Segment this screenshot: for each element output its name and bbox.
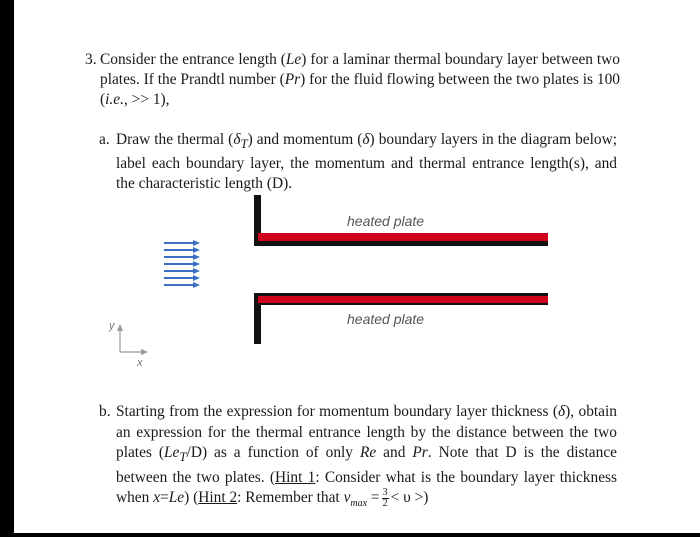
- part-b-text: Starting from the expression for momentum boundary layer thickness (δ), obtain an expression for the thermal entrance length by the distance between the two plates $(Le_T/D)$ as a function of only Re and Pr. Note that D is the distance between the two plates. (Hint 1: Consider what is the boundary layer thickness when x=Le) (Hint 2: Remember that $v_{max}$ = $\frac{3}{2}$ < υ >): [116, 403, 617, 510]
- flow-arrows: [164, 240, 200, 288]
- top-plate-shadow: [254, 236, 548, 246]
- y-axis-label: y: [109, 320, 115, 332]
- top-plate-wall: [254, 195, 261, 245]
- question-intro: Consider the entrance length (Le) for a laminar thermal boundary layer between two plates. If the Prandtl number (Pr) for the fluid flowing between the two plates is 100 (i.e., >> 1),: [100, 51, 620, 108]
- left-edge-strip: [0, 0, 14, 537]
- top-plate: [258, 233, 548, 241]
- axes: [117, 324, 148, 355]
- part-a: [99, 130, 617, 194]
- part-a-text: Draw the thermal $(\delta_T)$ and momentum (δ) boundary layers in the diagram below; label each boundary layer, the momentum and thermal entrance length(s), and the characteristic length (D).: [116, 131, 617, 193]
- bottom-edge-strip: [0, 533, 700, 537]
- part-b: [99, 402, 617, 515]
- question-3: [85, 50, 620, 110]
- part-a-label: a.: [99, 131, 110, 148]
- three-halves-fraction: $\frac{3}{2}$: [382, 487, 388, 510]
- hint-2: Hint 2: [198, 489, 238, 507]
- bottom-plate-label: heated plate: [347, 311, 425, 327]
- top-plate-label: heated plate: [347, 213, 425, 229]
- part-b-label: b.: [99, 403, 111, 420]
- x-axis-label: x: [137, 357, 143, 369]
- bottom-plate-shadow: [254, 293, 548, 305]
- bottom-plate: [258, 296, 548, 303]
- hint-1: Hint 1: [275, 468, 316, 486]
- question-number: 3.: [85, 51, 97, 68]
- bottom-plate-wall: [254, 293, 261, 344]
